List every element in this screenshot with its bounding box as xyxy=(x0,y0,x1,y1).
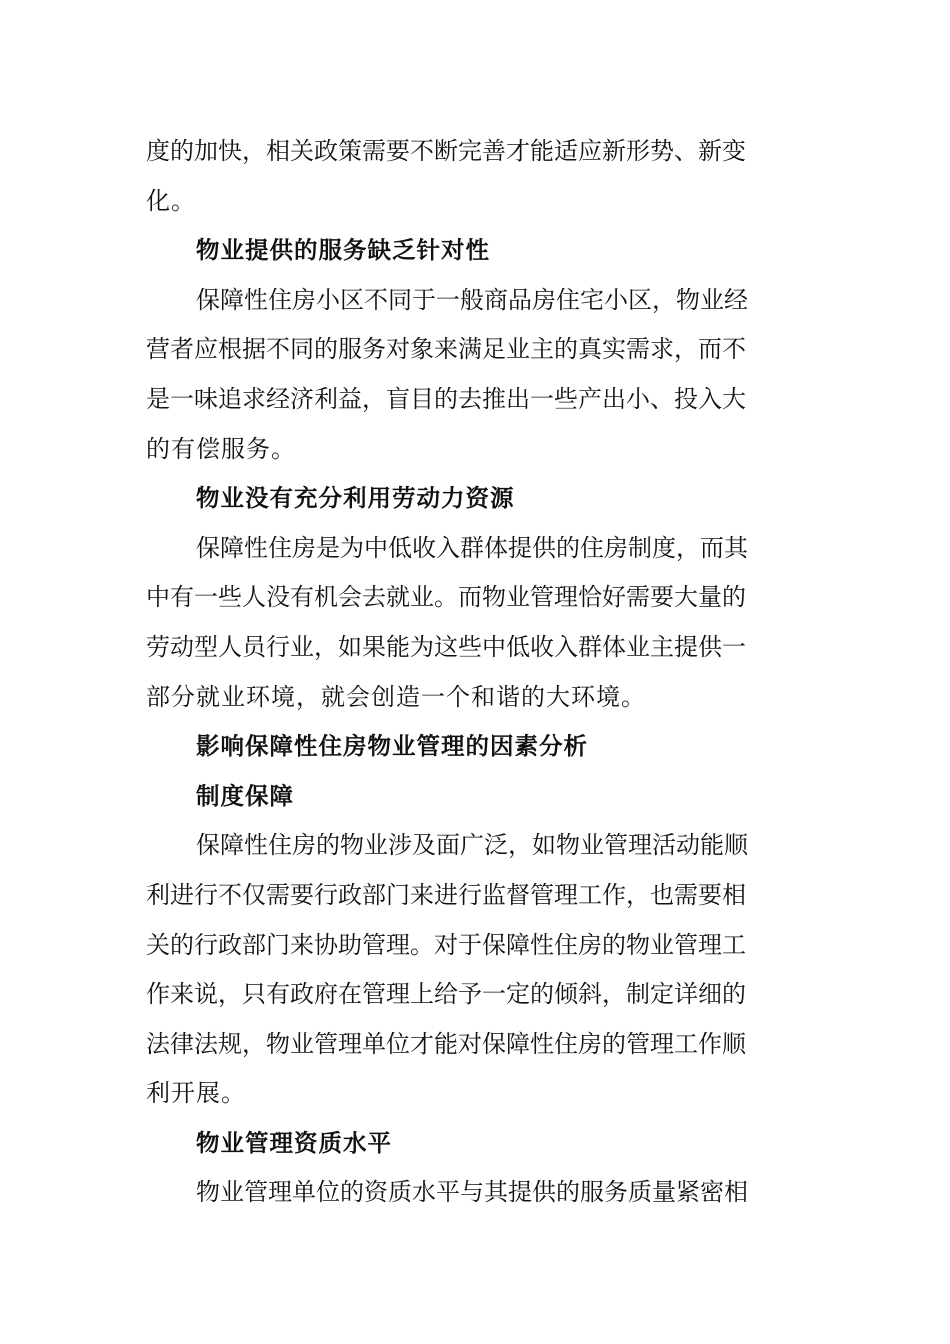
paragraph-line: 利进行不仅需要行政部门来进行监督管理工作，也需要相 xyxy=(146,880,746,909)
paragraph-line: 保障性住房小区不同于一般商品房住宅小区，物业经 xyxy=(196,285,748,314)
paragraph-line: 营者应根据不同的服务对象来满足业主的真实需求，而不 xyxy=(146,335,746,364)
paragraph-line: 法律法规，物业管理单位才能对保障性住房的管理工作顺 xyxy=(146,1029,746,1058)
paragraph-line: 度的加快，相关政策需要不断完善才能适应新形势、新变 xyxy=(146,137,746,165)
paragraph-line: 关的行政部门来协助管理。对于保障性住房的物业管理工 xyxy=(146,930,746,959)
paragraph-line: 保障性住房的物业涉及面广泛，如物业管理活动能顺 xyxy=(196,831,748,860)
paragraph-line: 部分就业环境，就会创造一个和谐的大环境。 xyxy=(146,682,646,711)
paragraph-line: 是一味追求经济利益，盲目的去推出一些产出小、投入大 xyxy=(146,384,746,413)
paragraph-line: 的有偿服务。 xyxy=(146,434,296,463)
section-heading: 制度保障 xyxy=(196,781,294,810)
paragraph-line: 中有一些人没有机会去就业。而物业管理恰好需要大量的 xyxy=(146,583,746,612)
section-heading: 影响保障性住房物业管理的因素分析 xyxy=(196,732,588,761)
paragraph-line: 利开展。 xyxy=(146,1079,246,1108)
paragraph-line: 劳动型人员行业，如果能为这些中低收入群体业主提供一 xyxy=(146,632,746,661)
paragraph-line: 保障性住房是为中低收入群体提供的住房制度，而其 xyxy=(196,533,748,562)
section-heading: 物业管理资质水平 xyxy=(196,1128,392,1157)
paragraph-line: 物业管理单位的资质水平与其提供的服务质量紧密相 xyxy=(196,1178,748,1207)
document-page xyxy=(146,127,806,1218)
section-heading: 物业没有充分利用劳动力资源 xyxy=(196,484,515,513)
paragraph-line: 化。 xyxy=(146,186,196,215)
section-heading: 物业提供的服务缺乏针对性 xyxy=(196,236,490,265)
paragraph-line: 作来说，只有政府在管理上给予一定的倾斜，制定详细的 xyxy=(146,980,746,1009)
